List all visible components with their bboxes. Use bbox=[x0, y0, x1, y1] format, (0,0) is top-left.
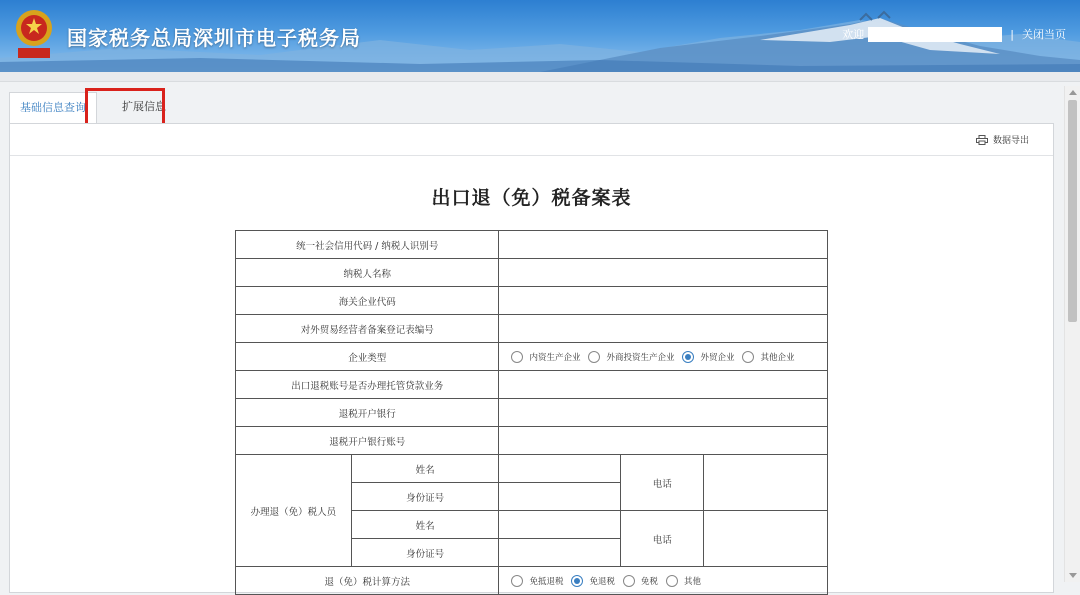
name-label: 姓名 bbox=[351, 511, 499, 539]
document-title: 出口退（免）税备案表 bbox=[431, 187, 632, 209]
method-option[interactable]: 其他 bbox=[666, 575, 701, 587]
header-separator: | bbox=[1010, 27, 1014, 41]
printer-icon[interactable] bbox=[976, 135, 988, 145]
enterprise-type-option[interactable]: 其他企业 bbox=[742, 351, 794, 363]
method-option[interactable]: 免抵退税 bbox=[511, 575, 563, 587]
site-title: 国家税务总局深圳市电子税务局 bbox=[67, 26, 361, 50]
method-option[interactable]: 免税 bbox=[623, 575, 658, 587]
row-label: 统一社会信用代码 / 纳税人识别号 bbox=[236, 231, 499, 259]
enterprise-type-option[interactable]: 外贸企业 bbox=[682, 351, 734, 363]
name-label: 姓名 bbox=[351, 455, 499, 483]
row-label: 退税开户银行 bbox=[236, 399, 499, 427]
header-divider-strip bbox=[0, 72, 1080, 82]
credit-code-value bbox=[499, 231, 828, 259]
radio-button[interactable] bbox=[588, 351, 600, 363]
filing-form-table bbox=[235, 230, 828, 595]
welcome-label: 欢迎 bbox=[842, 28, 865, 41]
table-row bbox=[236, 567, 828, 595]
export-button[interactable]: 数据导出 bbox=[992, 136, 1029, 146]
radio-button[interactable] bbox=[623, 575, 635, 587]
row-label: 对外贸易经营者备案登记表编号 bbox=[236, 315, 499, 343]
phone-value bbox=[704, 511, 828, 567]
method-label: 退（免）税计算方法 bbox=[236, 567, 499, 595]
row-label: 纳税人名称 bbox=[236, 259, 499, 287]
table-row bbox=[236, 287, 828, 315]
phone-value bbox=[704, 455, 828, 511]
phone-label: 电话 bbox=[621, 455, 704, 511]
table-row bbox=[236, 231, 828, 259]
method-option[interactable]: 免退税 bbox=[571, 575, 615, 587]
id-label: 身份证号 bbox=[351, 539, 499, 567]
scroll-up-icon[interactable] bbox=[1069, 90, 1077, 95]
trade-registration-value bbox=[499, 315, 828, 343]
table-row bbox=[236, 455, 828, 483]
enterprise-type-options bbox=[499, 343, 828, 371]
refund-bank-value bbox=[499, 399, 828, 427]
name-value bbox=[499, 455, 621, 483]
tab-basic-info[interactable]: 基础信息查询 bbox=[9, 92, 97, 123]
tab-extended-info[interactable]: 扩展信息 bbox=[122, 100, 166, 113]
radio-button-selected[interactable] bbox=[682, 351, 694, 363]
content-panel bbox=[9, 123, 1054, 593]
radio-button[interactable] bbox=[742, 351, 754, 363]
radio-button-selected[interactable] bbox=[571, 575, 583, 587]
table-row bbox=[236, 315, 828, 343]
id-value bbox=[499, 539, 621, 567]
id-label: 身份证号 bbox=[351, 483, 499, 511]
close-page-link[interactable]: 关闭当页 bbox=[1022, 28, 1066, 41]
name-value bbox=[499, 511, 621, 539]
site-header bbox=[0, 0, 1080, 72]
radio-button[interactable] bbox=[511, 351, 523, 363]
method-options bbox=[499, 567, 828, 595]
enterprise-type-option[interactable]: 内资生产企业 bbox=[511, 351, 580, 363]
enterprise-type-option[interactable]: 外商投资生产企业 bbox=[588, 351, 674, 363]
row-label: 出口退税账号是否办理托管贷款业务 bbox=[236, 371, 499, 399]
id-value bbox=[499, 483, 621, 511]
table-row bbox=[236, 399, 828, 427]
table-row bbox=[236, 259, 828, 287]
custody-loan-value bbox=[499, 371, 828, 399]
table-row bbox=[236, 371, 828, 399]
row-label: 退税开户银行账号 bbox=[236, 427, 499, 455]
toolbar bbox=[10, 124, 1053, 156]
row-label: 海关企业代码 bbox=[236, 287, 499, 315]
row-label: 企业类型 bbox=[236, 343, 499, 371]
username-redacted bbox=[868, 27, 1002, 42]
scrollbar-thumb[interactable] bbox=[1068, 100, 1077, 322]
staff-group-label: 办理退（免）税人员 bbox=[236, 455, 352, 567]
taxpayer-name-value bbox=[499, 259, 828, 287]
table-row bbox=[236, 343, 828, 371]
refund-account-value bbox=[499, 427, 828, 455]
tax-emblem-icon bbox=[12, 6, 56, 64]
scroll-down-icon[interactable] bbox=[1069, 573, 1077, 578]
page-scrollbar[interactable] bbox=[1064, 86, 1080, 582]
phone-label: 电话 bbox=[621, 511, 704, 567]
radio-button[interactable] bbox=[511, 575, 523, 587]
radio-button[interactable] bbox=[666, 575, 678, 587]
table-row bbox=[236, 427, 828, 455]
header-user-area bbox=[842, 26, 1066, 42]
customs-code-value bbox=[499, 287, 828, 315]
